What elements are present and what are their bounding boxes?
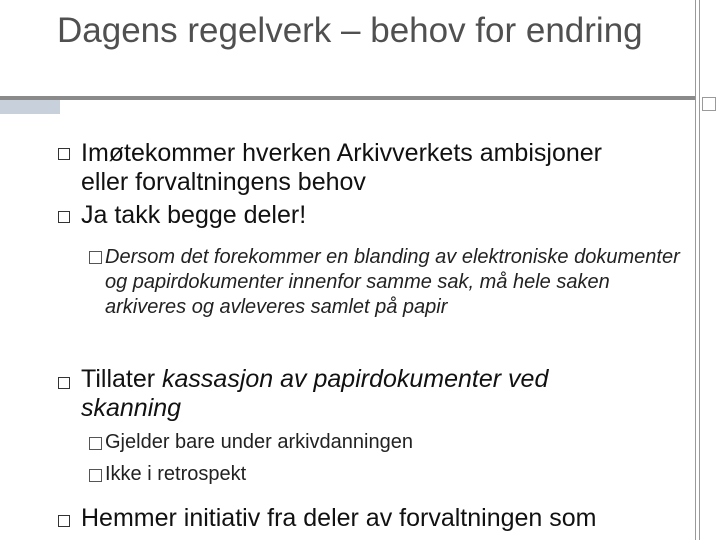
sub-bullet-item: Gjelder bare under arkivdanningen: [105, 431, 413, 453]
sub-bullet-item: Ikke i retrospekt: [105, 463, 247, 485]
bullet-item: Ja takk begge deler!: [81, 201, 307, 229]
right-decorative-rule: [695, 0, 720, 540]
bullet-item-text: Tillater: [81, 365, 163, 393]
bullet-item: [81, 365, 651, 423]
square-bullet-icon: [58, 377, 70, 389]
square-bullet-icon: [58, 515, 70, 527]
bullet-item-emphasis: kassasjon av papirdokumenter ved skanning: [81, 365, 549, 422]
title-underline-accent: [0, 100, 60, 114]
slide-title: Dagens regelverk – behov for endring: [57, 11, 643, 50]
title-underline: [0, 96, 695, 100]
sub-bullet-icon: [89, 437, 102, 450]
square-bullet-icon: [58, 148, 70, 160]
right-rule-box: [702, 97, 716, 111]
sub-bullet-item: Dersom det forekommer en blanding av elektroniske dokumenter og papirdokumenter innenfor samme sak, må hele saken arkiveres og avleveres samlet på papir: [105, 246, 680, 318]
sub-bullet-icon: [89, 469, 102, 482]
square-bullet-icon: [58, 211, 70, 223]
sub-bullet-icon: [89, 251, 102, 264]
right-rule-stripe: [699, 0, 700, 540]
bullet-item: Imøtekommer hverken Arkivverkets ambisjoner eller forvaltningens behov: [81, 139, 602, 196]
bullet-item: Hemmer initiativ fra deler av forvaltningen som: [81, 504, 597, 532]
